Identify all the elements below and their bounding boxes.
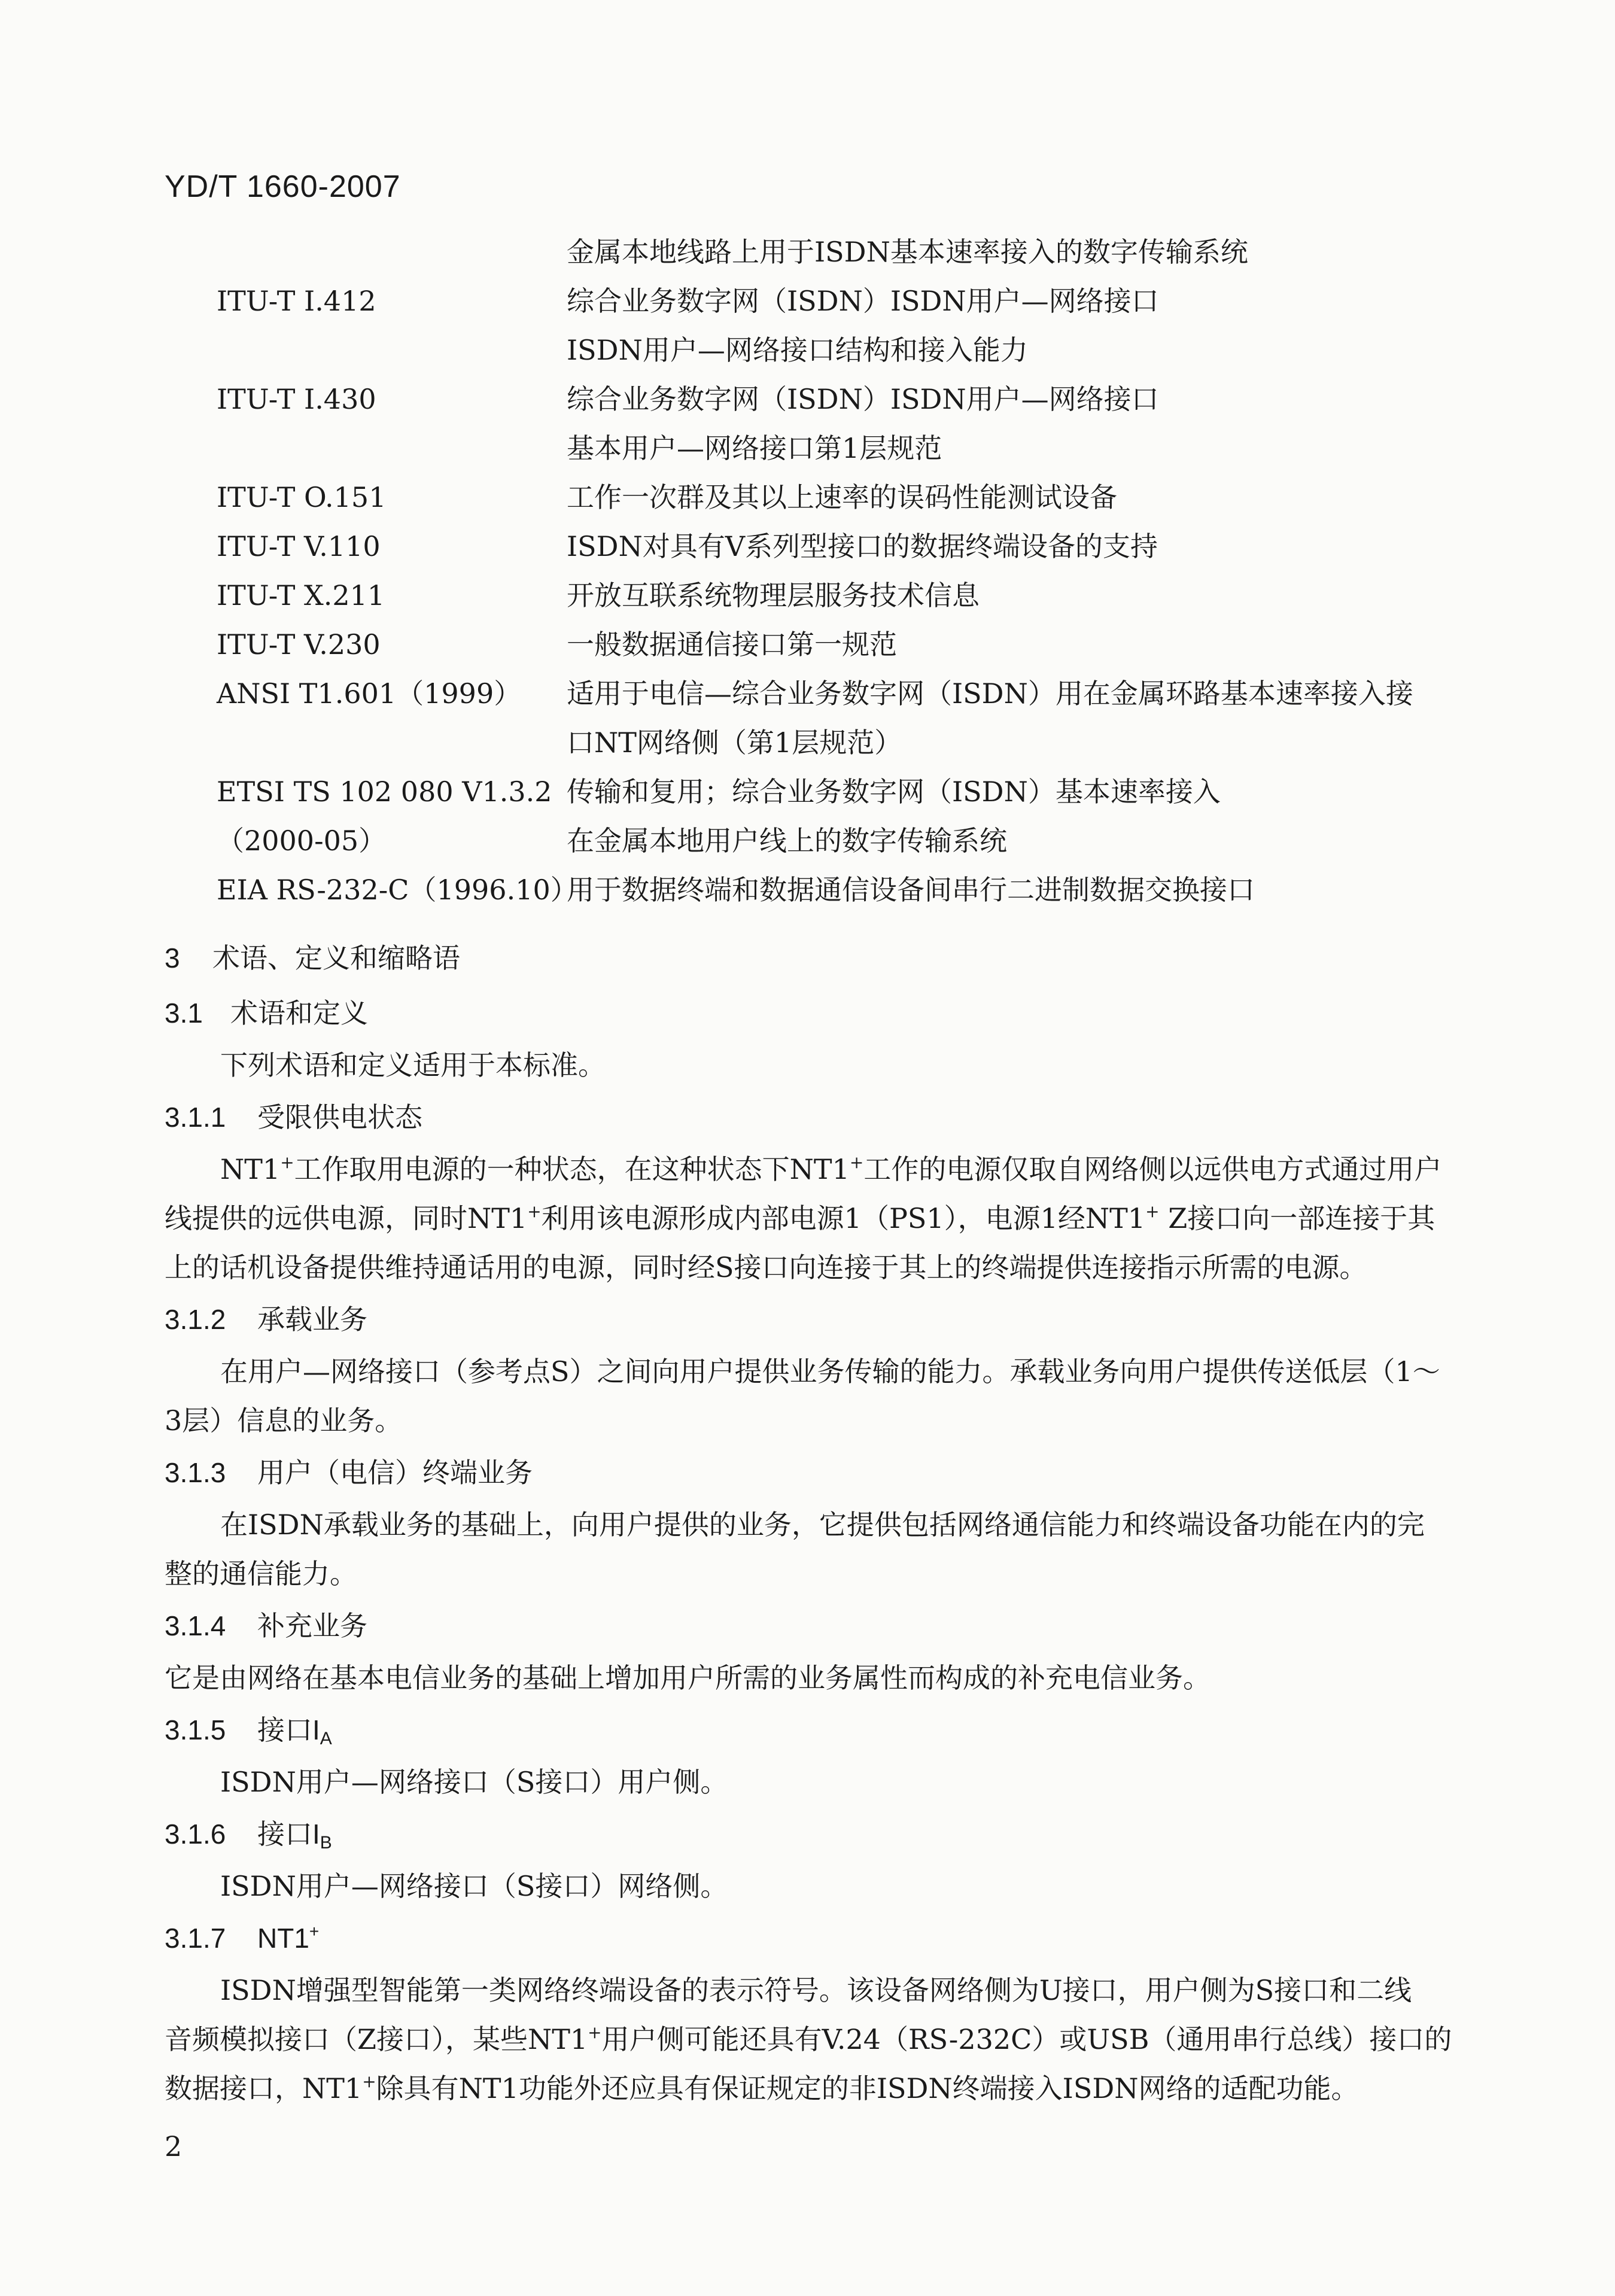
reference-title-line: 金属本地线路上用于ISDN基本速率接入的数字传输系统 — [567, 236, 1248, 268]
paragraph-line — [165, 1194, 1457, 1243]
reference-title — [567, 227, 1464, 276]
reference-title — [567, 375, 1464, 473]
section-heading — [0, 930, 1615, 986]
reference-code: ITU-T V.230 — [217, 628, 381, 661]
term-title: 接口I — [257, 1818, 320, 1850]
reference-title-line: 一般数据通信接口第一规范 — [567, 628, 897, 661]
reference-title-line: 基本用户—网络接口第1层规范 — [567, 432, 942, 464]
section-3-body — [0, 930, 1615, 2113]
superscript-plus: + — [1145, 1202, 1160, 1221]
reference-title-line: 在金属本地用户线上的数字传输系统 — [567, 825, 1007, 857]
superscript-plus: + — [309, 1922, 320, 1941]
section-number: 3 — [165, 942, 180, 974]
term-heading — [0, 1911, 1615, 1966]
term-number: 3.1.3 — [165, 1457, 226, 1488]
term-title: 用户（电信）终端业务 — [257, 1457, 533, 1488]
paragraph — [0, 1041, 1457, 1090]
page-number: 2 — [165, 2130, 183, 2163]
reference-title — [567, 522, 1464, 571]
term-title: 受限供电状态 — [257, 1102, 422, 1133]
reference-code: ITU-T I.412 — [217, 285, 376, 317]
superscript-plus: + — [362, 2072, 376, 2091]
paragraph-line — [165, 2064, 1457, 2113]
reference-title — [567, 767, 1464, 816]
term-title: 补充业务 — [257, 1610, 367, 1641]
term-number: 3.1.5 — [165, 1714, 226, 1745]
reference-title — [567, 669, 1464, 767]
reference-code: ETSI TS 102 080 V1.3.2 — [217, 776, 552, 808]
reference-code: EIA RS-232-C（1996.10） — [217, 874, 578, 906]
term-number: 3.1.6 — [165, 1818, 226, 1850]
reference-title-line: 适用于电信—综合业务数字网（ISDN）用在金属环路基本速率接入接 — [567, 677, 1413, 710]
reference-title-line: 开放互联系统物理层服务技术信息 — [567, 579, 980, 612]
paragraph-line: ISDN用户—网络接口（S接口）网络侧。 — [220, 1870, 728, 1902]
term-definition — [0, 1145, 1457, 1292]
reference-entry — [0, 276, 1615, 375]
reference-code: （2000-05） — [217, 825, 387, 857]
reference-entry — [0, 669, 1615, 767]
term-heading — [0, 1702, 1615, 1757]
reference-code: ANSI T1.601（1999） — [217, 677, 522, 710]
normative-references-list — [0, 227, 1615, 914]
reference-title — [567, 571, 1464, 620]
reference-entry — [0, 522, 1615, 571]
reference-entry — [0, 473, 1615, 522]
term-title: NT1 — [257, 1923, 309, 1954]
paragraph-line — [165, 1145, 1457, 1194]
section-title: 术语、定义和缩略语 — [212, 942, 460, 974]
subscript-b: B — [320, 1833, 332, 1853]
text-run: 工作取用电源的一种状态，在这种状态下NT1 — [294, 1153, 850, 1185]
term-title: 承载业务 — [257, 1304, 367, 1335]
superscript-plus: + — [527, 1202, 542, 1221]
term-title: 接口I — [257, 1714, 320, 1745]
reference-title-line: ISDN用户—网络接口结构和接入能力 — [567, 334, 1028, 366]
paragraph-line — [165, 2015, 1457, 2064]
term-definition — [0, 1966, 1457, 2113]
text-run: 数据接口，NT1 — [165, 2072, 363, 2105]
term-definition — [0, 1500, 1457, 1598]
text-run: 工作的电源仅取自网络侧以远供电方式通过用户 — [863, 1153, 1442, 1185]
term-number: 3.1.2 — [165, 1304, 226, 1335]
term-definition — [0, 1862, 1457, 1911]
reference-title-line: 工作一次群及其以上速率的误码性能测试设备 — [567, 481, 1117, 513]
reference-title-line: 口NT网络侧（第1层规范） — [567, 726, 902, 759]
term-heading — [0, 1292, 1615, 1347]
reference-code: ITU-T X.211 — [217, 579, 385, 612]
text-run: Z接口向一部连接于其 — [1159, 1202, 1435, 1234]
reference-entry — [0, 227, 1615, 276]
term-heading — [0, 1598, 1615, 1653]
reference-title — [567, 816, 1464, 865]
reference-title-line: 综合业务数字网（ISDN）ISDN用户—网络接口 — [567, 383, 1159, 415]
reference-code: ITU-T O.151 — [217, 481, 387, 513]
term-heading — [0, 1090, 1615, 1145]
reference-title-line: 综合业务数字网（ISDN）ISDN用户—网络接口 — [567, 285, 1159, 317]
reference-title — [567, 620, 1464, 669]
term-heading — [0, 1807, 1615, 1862]
paragraph-line: ISDN用户—网络接口（S接口）用户侧。 — [220, 1766, 728, 1798]
reference-entry — [0, 767, 1615, 816]
paragraph-line: 3层）信息的业务。 — [165, 1404, 403, 1437]
text-run: 音频模拟接口（Z接口），某些NT1 — [165, 2023, 588, 2055]
reference-code: ITU-T I.430 — [217, 383, 376, 415]
reference-entry — [0, 375, 1615, 473]
paragraph-line: ISDN增强型智能第一类网络终端设备的表示符号。该设备网络侧为U接口，用户侧为S接口和二线 — [220, 1974, 1412, 2006]
reference-entry — [0, 865, 1615, 914]
reference-title-line: ISDN对具有V系列型接口的数据终端设备的支持 — [567, 530, 1158, 562]
term-definition — [0, 1653, 1457, 1702]
term-definition — [0, 1757, 1457, 1807]
subsection-heading — [0, 986, 1615, 1041]
reference-code: ITU-T V.110 — [217, 530, 381, 562]
paragraph-line: 在用户—网络接口（参考点S）之间向用户提供业务传输的能力。承载业务向用户提供传送低层（1～ — [220, 1355, 1440, 1388]
text-run: 利用该电源形成内部电源1（PS1），电源1经NT1 — [541, 1202, 1146, 1234]
reference-code — [0, 227, 567, 276]
reference-entry — [0, 571, 1615, 620]
subsection-title: 术语和定义 — [230, 998, 368, 1029]
standard-code-header: YD/T 1660-2007 — [165, 169, 401, 204]
reference-title-line: 用于数据终端和数据通信设备间串行二进制数据交换接口 — [567, 874, 1255, 906]
subscript-a: A — [320, 1729, 332, 1748]
term-number: 3.1.4 — [165, 1610, 226, 1641]
term-number: 3.1.1 — [165, 1102, 226, 1133]
superscript-plus: + — [849, 1152, 864, 1172]
text-run: NT1 — [220, 1153, 281, 1185]
text-run: 线提供的远供电源，同时NT1 — [165, 1202, 528, 1234]
paragraph-line: 它是由网络在基本电信业务的基础上增加用户所需的业务属性而构成的补充电信业务。 — [165, 1662, 1211, 1694]
superscript-plus: + — [280, 1152, 294, 1172]
paragraph-line: 上的话机设备提供维持通话用的电源，同时经S接口向连接于其上的终端提供连接指示所需的电源。 — [165, 1251, 1367, 1284]
paragraph-line: 整的通信能力。 — [165, 1558, 357, 1590]
reference-entry — [0, 620, 1615, 669]
superscript-plus: + — [588, 2023, 602, 2042]
text-run: 用户侧可能还具有V.24（RS-232C）或USB（通用串行总线）接口的 — [601, 2023, 1452, 2055]
reference-title — [567, 865, 1464, 914]
reference-title — [567, 276, 1464, 375]
reference-entry — [0, 816, 1615, 865]
subsection-number: 3.1 — [165, 998, 203, 1029]
text-run: 除具有NT1功能外还应具有保证规定的非ISDN终端接入ISDN网络的适配功能。 — [376, 2072, 1359, 2105]
reference-title — [567, 473, 1464, 522]
term-definition — [0, 1347, 1457, 1445]
reference-title-line: 传输和复用；综合业务数字网（ISDN）基本速率接入 — [567, 776, 1221, 808]
paragraph-line: 在ISDN承载业务的基础上，向用户提供的业务，它提供包括网络通信能力和终端设备功能在内的完 — [220, 1509, 1425, 1541]
term-heading — [0, 1445, 1615, 1500]
paragraph-line: 下列术语和定义适用于本标准。 — [220, 1049, 606, 1081]
term-number: 3.1.7 — [165, 1923, 226, 1954]
